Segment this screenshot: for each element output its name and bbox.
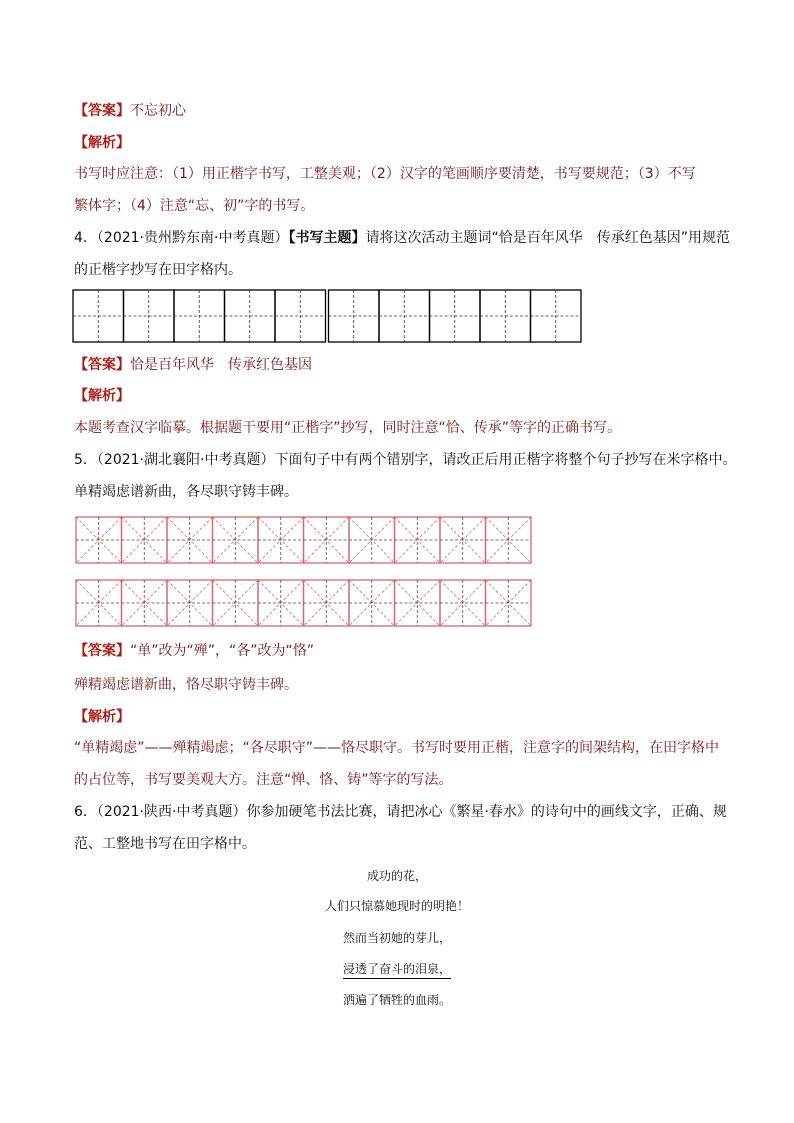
q4-analysis: 本题考查汉字临摹。根据题干要用“正楷字”抄写，同时注意“恰、传承”等字的正确书写。 [74,420,622,436]
answer-tag: 【答案】 [74,103,130,119]
q3-analysis-tag [74,134,130,152]
analysis-tag: 【解析】 [74,388,130,404]
poem-line [0,992,794,1008]
q3-analysis-line2: 繁体字；（4）注意“忘、初”字的书写。 [74,198,315,214]
answer-text: “单”改为“殚”，“各”改为“恪” [130,643,315,659]
question-number: 4． [74,230,97,246]
q6-question-line2: 范、工整地书写在田字格中。 [74,836,256,852]
question-text: 请将这次活动主题词“恰是百年风华 传承红色基因”用规范 [365,230,730,246]
poem-line [0,868,794,884]
question-text: 你参加硬笔书法比赛，请把冰心《繁星·春水》的诗句中的画线文字，正确、规 [246,804,727,820]
poem-line-underlined [0,961,794,979]
answer-text: 恰是百年风华 传承红色基因 [130,357,312,373]
poem-text: 洒遍了牺牲的血雨。 [342,993,451,1007]
poem-line [0,898,794,914]
q4-answer [74,356,312,374]
poem-text: 成功的花， [366,869,427,883]
q5-analysis-line2: 的占位等，书写要美观大方。注意“惮、恪、铸”等字的写法。 [74,772,453,788]
tian-grid[interactable] [72,289,612,344]
q6-question-line1 [74,803,727,821]
question-number: 5． [74,452,97,468]
poem-line [0,930,794,946]
q5-analysis-line1: “单精竭虑”——殚精竭虑；“各尽职守”——恪尽职守。书写时要用正楷，注意字的间架结构，在田字格中 [74,740,720,756]
answer-tag: 【答案】 [74,357,130,373]
question-text: 下面句子中有两个错别字，请改正后用正楷字将整个句子抄写在米字格中。 [274,452,737,468]
analysis-tag: 【解析】 [74,135,130,151]
q4-question-line1 [74,229,730,247]
q3-analysis-line1: 书写时应注意：（1）用正楷字书写，工整美观；（2）汉字的笔画顺序要清楚，书写要规范；（3）不写 [74,166,696,182]
q5-sentence: 单精竭虑谱新曲，各尽职守铸丰碑。 [74,484,298,500]
q5-analysis-tag [74,708,130,726]
question-source: （2021·贵州黔东南·中考真题） [96,230,289,246]
analysis-tag: 【解析】 [74,709,130,725]
question-source: （2021·湖北襄阳·中考真题） [96,452,275,468]
question-number: 6． [74,804,97,820]
poem-text: 然而当初她的芽儿， [342,931,451,945]
mi-grid[interactable] [75,516,535,630]
q5-answer [74,642,314,660]
q4-question-line2: 的正楷字抄写在田字格内。 [74,262,242,278]
q3-answer [74,102,186,120]
q5-answer-line2: 殚精竭虑谱新曲，恪尽职守铸丰碑。 [74,677,298,693]
poem-text: 人们只惊慕她现时的明艳！ [324,899,469,913]
q5-question-line1 [74,451,736,469]
answer-tag: 【答案】 [74,643,130,659]
answer-text: 不忘初心 [130,103,186,119]
poem-text: 浸透了奋斗的泪泉， [343,961,451,979]
q4-analysis-tag [74,387,130,405]
question-source: （2021·陕西·中考真题） [96,804,247,820]
topic-tag: 【书写主题】 [288,230,366,246]
